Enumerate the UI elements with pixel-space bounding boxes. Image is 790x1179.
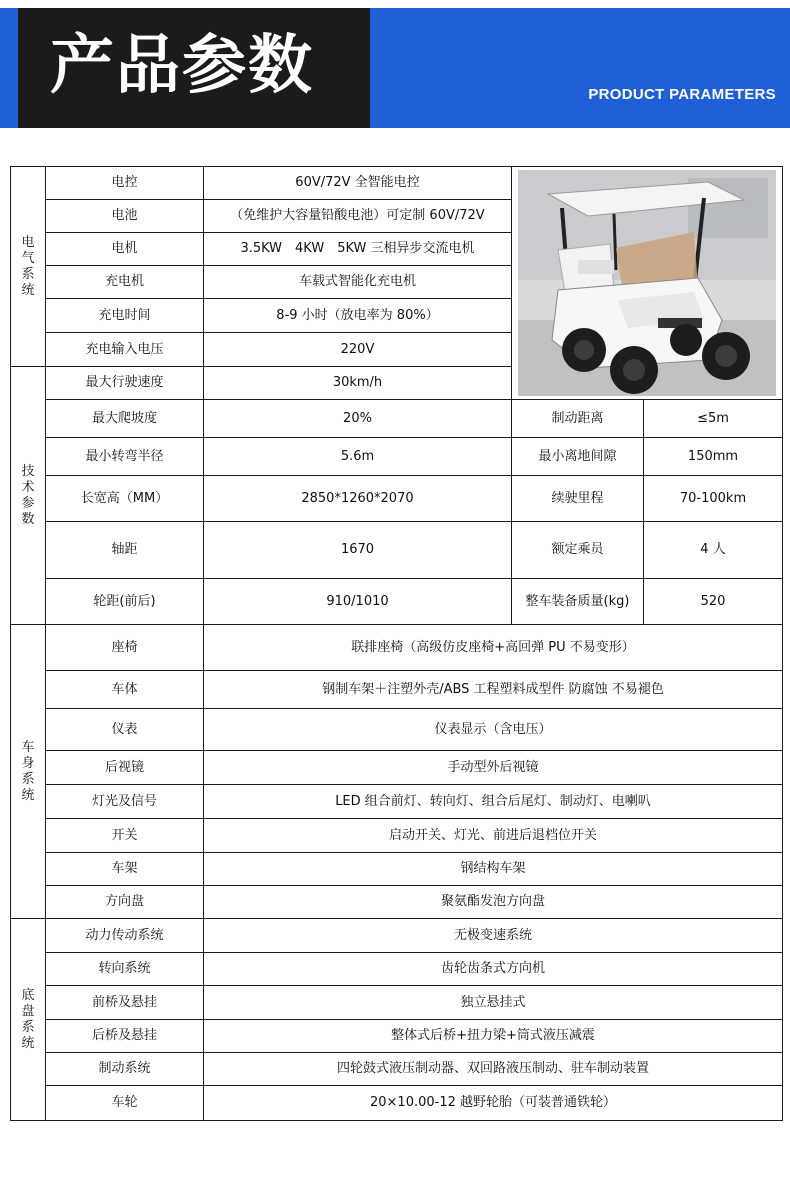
table-row xyxy=(11,671,783,709)
table-row xyxy=(11,886,783,919)
section-electrical: 电 气 系 统 xyxy=(11,167,46,367)
spec-label: 电控 xyxy=(46,167,204,200)
table-row xyxy=(11,522,783,579)
table-row xyxy=(11,819,783,853)
spec-label: 仪表 xyxy=(46,709,204,751)
spec-value: 四轮鼓式液压制动器、双回路液压制动、驻车制动装置 xyxy=(204,1053,783,1086)
table-row xyxy=(11,476,783,522)
spec-label: 前桥及悬挂 xyxy=(46,986,204,1020)
spec-label: 长宽高（MM） xyxy=(46,476,204,522)
spec-value: 2850*1260*2070 xyxy=(204,476,512,522)
spec-value: 20% xyxy=(204,400,512,438)
spec-table xyxy=(10,166,783,1121)
table-row xyxy=(11,751,783,785)
spec-label: 开关 xyxy=(46,819,204,853)
table-row xyxy=(11,919,783,953)
spec-value: 8-9 小时（放电率为 80%） xyxy=(204,299,512,333)
spec-label: 充电输入电压 xyxy=(46,333,204,367)
spec-label: 额定乘员 xyxy=(512,522,644,579)
table-row xyxy=(11,579,783,625)
table-row xyxy=(11,709,783,751)
spec-label: 方向盘 xyxy=(46,886,204,919)
section-technical: 技 术 参 数 xyxy=(11,367,46,625)
section-body: 车 身 系 统 xyxy=(11,625,46,919)
product-photo-cell xyxy=(512,167,783,400)
spec-value: ≤5m xyxy=(644,400,783,438)
spec-value: 4 人 xyxy=(644,522,783,579)
table-row xyxy=(11,438,783,476)
spec-value: 车载式智能化充电机 xyxy=(204,266,512,299)
spec-label: 后桥及悬挂 xyxy=(46,1020,204,1053)
header-top-margin xyxy=(0,0,790,8)
table-row xyxy=(11,167,783,200)
spec-value: 1670 xyxy=(204,522,512,579)
spec-value: LED 组合前灯、转向灯、组合后尾灯、制动灯、电喇叭 xyxy=(204,785,783,819)
spec-label: 灯光及信号 xyxy=(46,785,204,819)
spec-label: 充电时间 xyxy=(46,299,204,333)
spec-label: 最大行驶速度 xyxy=(46,367,204,400)
spec-value: 220V xyxy=(204,333,512,367)
spec-label: 动力传动系统 xyxy=(46,919,204,953)
table-row xyxy=(11,785,783,819)
spec-value: 30km/h xyxy=(204,367,512,400)
spec-value: 150mm xyxy=(644,438,783,476)
spec-value: 3.5KW 4KW 5KW 三相异步交流电机 xyxy=(204,233,512,266)
spec-value: 联排座椅（高级仿皮座椅+高回弹 PU 不易变形） xyxy=(204,625,783,671)
spec-value: 聚氨酯发泡方向盘 xyxy=(204,886,783,919)
spec-value: 齿轮齿条式方向机 xyxy=(204,953,783,986)
table-row xyxy=(11,1086,783,1121)
table-row xyxy=(11,1020,783,1053)
spec-value: 钢结构车架 xyxy=(204,853,783,886)
spec-label: 轮距(前后) xyxy=(46,579,204,625)
spec-value: 仪表显示（含电压） xyxy=(204,709,783,751)
spec-value: 60V/72V 全智能电控 xyxy=(204,167,512,200)
spec-label: 车轮 xyxy=(46,1086,204,1121)
spec-value: 520 xyxy=(644,579,783,625)
spec-value: 910/1010 xyxy=(204,579,512,625)
spec-label: 后视镜 xyxy=(46,751,204,785)
spec-value: 无极变速系统 xyxy=(204,919,783,953)
spec-label: 轴距 xyxy=(46,522,204,579)
section-chassis: 底 盘 系 统 xyxy=(11,919,46,1121)
table-row xyxy=(11,625,783,671)
golf-cart-image xyxy=(518,170,776,396)
page-title: 产品参数 xyxy=(50,29,314,103)
table-row xyxy=(11,953,783,986)
spec-label: 续驶里程 xyxy=(512,476,644,522)
spec-value: 70-100km xyxy=(644,476,783,522)
spec-label: 最大爬坡度 xyxy=(46,400,204,438)
spec-value: 手动型外后视镜 xyxy=(204,751,783,785)
spec-value: 20×10.00-12 越野轮胎（可装普通铁轮） xyxy=(204,1086,783,1121)
spec-value: 独立悬挂式 xyxy=(204,986,783,1020)
spec-label: 转向系统 xyxy=(46,953,204,986)
spec-value: （免维护大容量铅酸电池）可定制 60V/72V xyxy=(204,200,512,233)
spec-label: 整车装备质量(kg) xyxy=(512,579,644,625)
spec-label: 最小转弯半径 xyxy=(46,438,204,476)
table-row xyxy=(11,986,783,1020)
spec-label: 最小离地间隙 xyxy=(512,438,644,476)
spec-value: 启动开关、灯光、前进后退档位开关 xyxy=(204,819,783,853)
spec-value: 整体式后桥+扭力梁+筒式液压减震 xyxy=(204,1020,783,1053)
table-row xyxy=(11,853,783,886)
table-row xyxy=(11,400,783,438)
spec-label: 座椅 xyxy=(46,625,204,671)
spec-label: 制动距离 xyxy=(512,400,644,438)
spec-label: 电机 xyxy=(46,233,204,266)
spec-label: 充电机 xyxy=(46,266,204,299)
spec-value: 5.6m xyxy=(204,438,512,476)
spec-label: 电池 xyxy=(46,200,204,233)
spec-value: 钢制车架＋注塑外壳/ABS 工程塑料成型件 防腐蚀 不易褪色 xyxy=(204,671,783,709)
spec-label: 车体 xyxy=(46,671,204,709)
table-row xyxy=(11,1053,783,1086)
spec-label: 制动系统 xyxy=(46,1053,204,1086)
spec-label: 车架 xyxy=(46,853,204,886)
page-subtitle: PRODUCT PARAMETERS xyxy=(588,86,776,103)
